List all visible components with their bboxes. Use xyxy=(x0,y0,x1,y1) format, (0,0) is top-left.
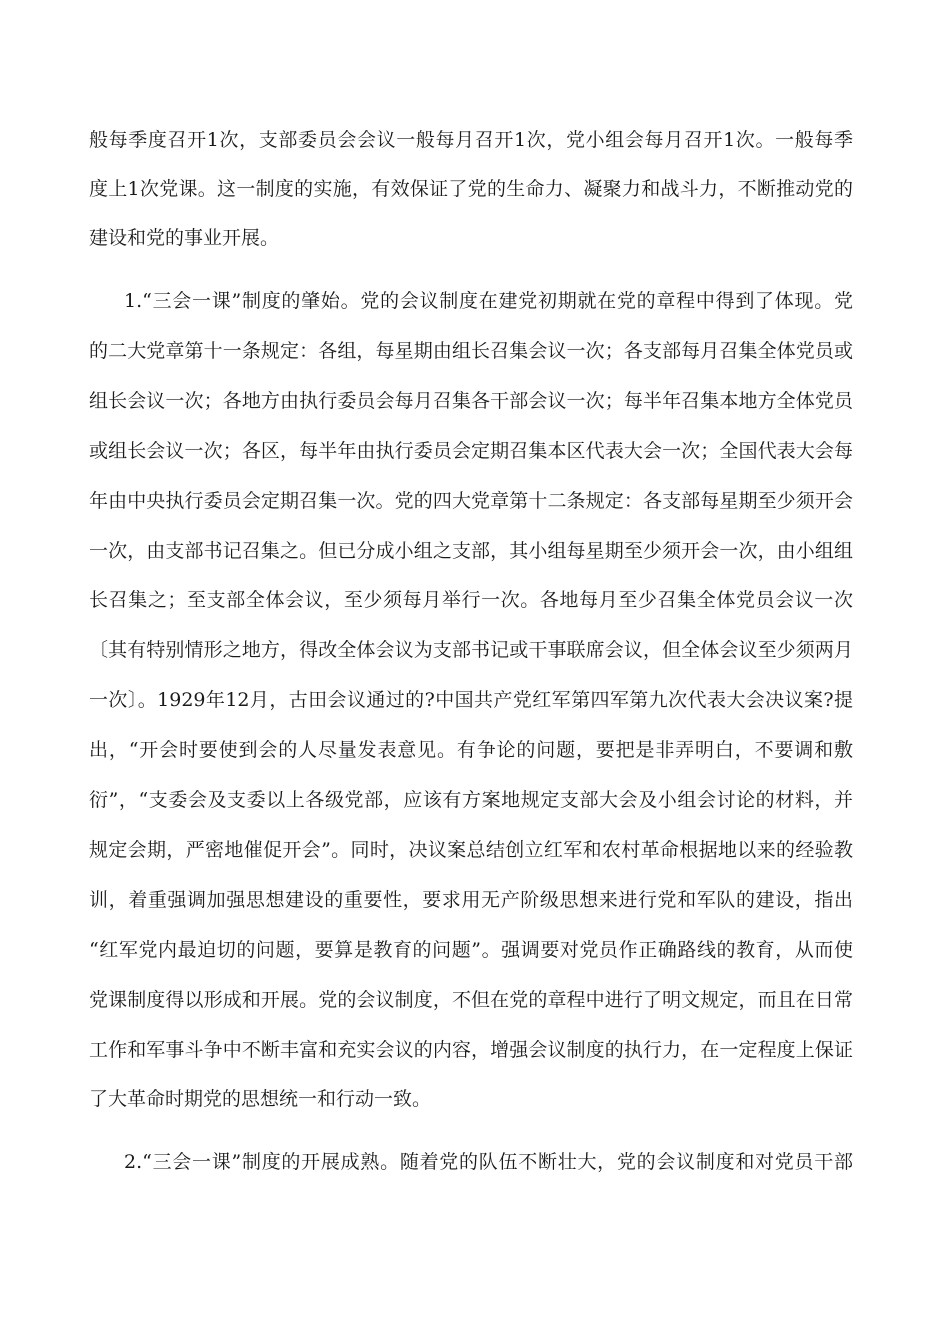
text-line: 训，着重强调加强思想建设的重要性，要求用无产阶级思想来进行党和军队的建设，指出 xyxy=(89,889,853,911)
text-line: “红军党内最迫切的问题，要算是教育的问题”。强调要对党员作正确路线的教育，从而使 xyxy=(89,939,853,961)
text-line: 建设和党的事业开展。 xyxy=(89,227,280,249)
text-line: 党课制度得以形成和开展。党的会议制度，不但在党的章程中进行了明文规定，而且在日常 xyxy=(89,989,853,1011)
text-line: 衍”，“支委会及支委以上各级党部，应该有方案地规定支部大会及小组会讨论的材料，并 xyxy=(89,789,853,811)
text-line: 一次〕。1929年12月，古田会议通过的?中国共产党红军第四军第九次代表大会决议案?提 xyxy=(89,689,853,711)
text-line: 〔其有特别情形之地方，得改全体会议为支部书记或干事联席会议，但全体会议至少须两月 xyxy=(89,639,853,661)
text-line: 1.“三会一课”制度的肇始。党的会议制度在建党初期就在党的章程中得到了体现。党 xyxy=(124,290,853,312)
text-line: 了大革命时期党的思想统一和行动一致。 xyxy=(89,1088,432,1110)
text-line: 组长会议一次；各地方由执行委员会每月召集各干部会议一次；每半年召集本地方全体党员 xyxy=(89,390,853,412)
text-line: 般每季度召开1次，支部委员会会议一般每月召开1次，党小组会每月召开1次。一般每季 xyxy=(89,129,853,151)
text-line: 工作和军事斗争中不断丰富和充实会议的内容，增强会议制度的执行力，在一定程度上保证 xyxy=(89,1039,853,1061)
text-line: 出，“开会时要使到会的人尽量发表意见。有争论的问题，要把是非弄明白，不要调和敷 xyxy=(89,739,853,761)
text-line: 长召集之；至支部全体会议，至少须每月举行一次。各地每月至少召集全体党员会议一次 xyxy=(89,589,853,611)
text-line: 一次，由支部书记召集之。但已分成小组之支部，其小组每星期至少须开会一次，由小组组 xyxy=(89,540,853,562)
text-line: 规定会期，严密地催促开会”。同时，决议案总结创立红军和农村革命根据地以来的经验教 xyxy=(89,839,853,861)
text-line: 年由中央执行委员会定期召集一次。党的四大党章第十二条规定：各支部每星期至少须开会 xyxy=(89,490,853,512)
text-line: 的二大党章第十一条规定：各组，每星期由组长召集会议一次；各支部每月召集全体党员或 xyxy=(89,340,853,362)
text-line: 度上1次党课。这一制度的实施，有效保证了党的生命力、凝聚力和战斗力，不断推动党的 xyxy=(89,178,853,200)
text-line: 或组长会议一次；各区，每半年由执行委员会定期召集本区代表大会一次；全国代表大会每 xyxy=(89,440,853,462)
text-line: 2.“三会一课”制度的开展成熟。随着党的队伍不断壮大，党的会议制度和对党员干部 xyxy=(124,1151,853,1173)
